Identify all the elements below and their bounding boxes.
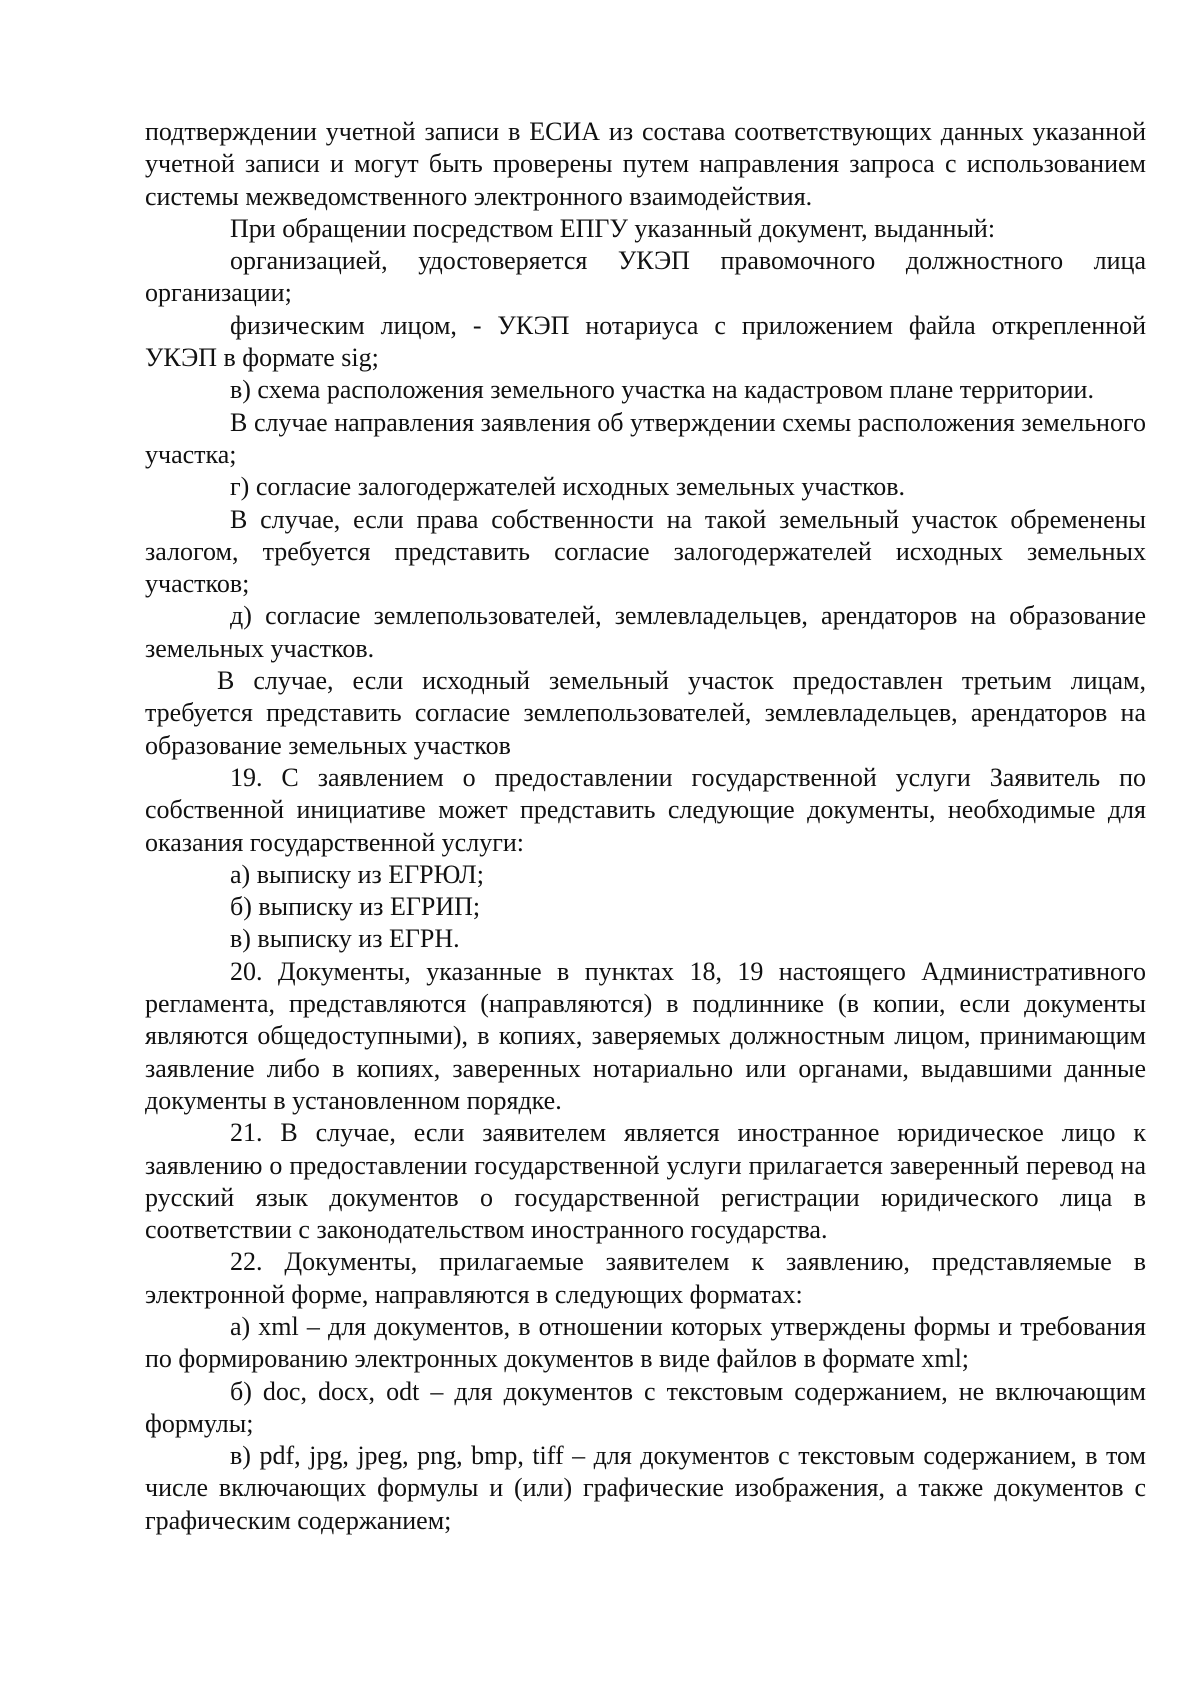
paragraph-third-parties-case: В случае, если исходный земельный участок предоставлен третьим лицам, требуется представить согласие землепользователей, землевладельцев, арендаторов на образование земельных участков bbox=[145, 666, 1146, 760]
paragraph-clause-22: 22. Документы, прилагаемые заявителем к заявлению, представляемые в электронной форме, направляются в следующих форматах: bbox=[145, 1247, 1146, 1309]
paragraph-organization-ukep: организацией, удостоверяется УКЭП правомочного должностного лица организации; bbox=[145, 246, 1146, 308]
paragraph-item-v-scheme: в) схема расположения земельного участка на кадастровом плане территории. bbox=[230, 375, 1094, 405]
paragraph-clause-19: 19. С заявлением о предоставлении государственной услуги Заявитель по собственной инициативе может представить следующие документы, необходимые для оказания государственной услуги: bbox=[145, 762, 1146, 857]
paragraph-item-g-pledge: г) согласие залогодержателей исходных земельных участков. bbox=[230, 472, 906, 502]
paragraph-clause-21: 21. В случае, если заявителем является иностранное юридическое лицо к заявлению о предоставлении государственной услуги прилагается заверенный перевод на русский язык документов о государственной регистрации юридического лица в соответствии с законодательством иностранного государства. bbox=[145, 1118, 1146, 1245]
paragraph-scheme-case: В случае направления заявления об утверждении схемы расположения земельного участка; bbox=[145, 407, 1146, 469]
paragraph-item-v-egrn: в) выписку из ЕГРН. bbox=[230, 924, 460, 954]
paragraph-esia-continuation: подтверждении учетной записи в ЕСИА из состава соответствующих данных указанной учетной записи и могут быть проверены путем направления запроса с использованием системы межведомственного электронного взаимодействия. bbox=[145, 117, 1146, 211]
paragraph-format-pdf: в) pdf, jpg, jpeg, png, bmp, tiff – для документов с текстовым содержанием, в том числе включающих формулы и (или) графические изображения, а также документов с графическим содержанием; bbox=[145, 1441, 1146, 1535]
paragraph-format-doc: б) doc, docx, odt – для документов с текстовым содержанием, не включающим формулы; bbox=[145, 1376, 1146, 1438]
paragraph-item-d-consent: д) согласие землепользователей, землевладельцев, арендаторов на образование земельных участков. bbox=[145, 601, 1146, 663]
paragraph-clause-20: 20. Документы, указанные в пунктах 18, 19 настоящего Административного регламента, представляются (направляются) в подлиннике (в копии, если документы являются общедоступными), в копиях, заверяемых должностным лицом, принимающим заявление либо в копиях, заверенных нотариально или органами, выдавшими данные документы в установленном порядке. bbox=[145, 956, 1146, 1115]
paragraph-item-a-egrul: а) выписку из ЕГРЮЛ; bbox=[230, 859, 484, 889]
paragraph-epgu-issued: При обращении посредством ЕПГУ указанный документ, выданный: bbox=[230, 213, 996, 243]
paragraph-format-xml: а) xml – для документов, в отношении которых утверждены формы и требования по формированию электронных документов в виде файлов в формате xml; bbox=[145, 1311, 1146, 1374]
paragraph-pledge-case: В случае, если права собственности на такой земельный участок обременены залогом, требуется представить согласие залогодержателей исходных земельных участков; bbox=[145, 504, 1146, 599]
paragraph-individual-ukep: физическим лицом, - УКЭП нотариуса с приложением файла открепленной УКЭП в формате sig; bbox=[145, 310, 1146, 373]
document-page bbox=[145, 116, 1146, 1537]
paragraph-item-b-egrip: б) выписку из ЕГРИП; bbox=[230, 892, 481, 922]
